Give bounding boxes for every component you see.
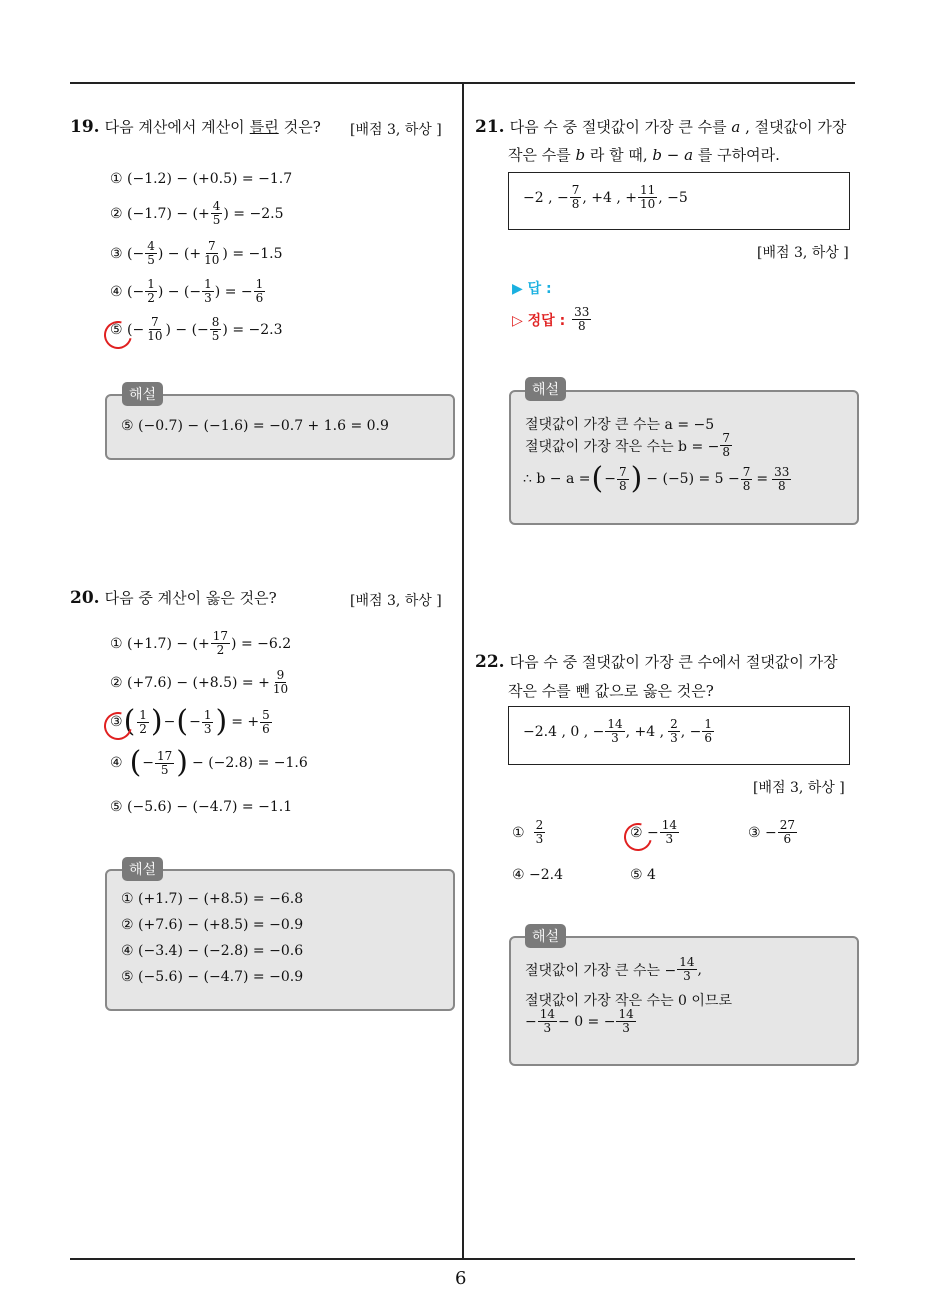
- q21-text-d: 라 할 때,: [585, 146, 653, 164]
- q21-solution-line-3: [523, 461, 792, 496]
- q20-option-2[interactable]: [110, 669, 291, 696]
- q21-s2-a: 절댓값이 가장 작은 수는 b = −: [525, 438, 720, 455]
- q21-solution-line-2: [525, 432, 733, 459]
- q20-solution-line: ① (+1.7) − (+8.5) = −6.8: [121, 891, 304, 907]
- q21-s3-e: =: [756, 471, 769, 487]
- q19-o4-b: ) − (−: [157, 283, 202, 300]
- q21-given-a: −2 , −: [523, 189, 569, 206]
- q19-o4-a: ④ (−: [110, 283, 145, 300]
- fraction: $\frac{7}{8}$: [618, 464, 627, 493]
- q19-option-1-text: ① (−1.2) − (+0.5) = −1.7: [110, 171, 293, 187]
- q19-solution-text: ⑤ (−0.7) − (−1.6) = −0.7 + 1.6 = 0.9: [121, 418, 389, 434]
- q19-o2-a: ② (−1.7) − (+: [110, 205, 210, 222]
- q22-given-box: [508, 706, 850, 765]
- fraction: $\frac{7}{8}$: [742, 464, 751, 493]
- fraction: $\frac{9}{10}$: [272, 668, 289, 696]
- q22-option-5[interactable]: [630, 867, 656, 883]
- fraction: $\frac{14}{3}$: [679, 955, 695, 983]
- q20-solution-line: ② (+7.6) − (+8.5) = −0.9: [121, 917, 304, 933]
- q21-s3-b: −: [604, 471, 616, 487]
- bottom-rule: [70, 1258, 855, 1260]
- q22-option-3[interactable]: [748, 819, 798, 846]
- right-paren: ): [630, 461, 643, 496]
- q19-header: [70, 116, 321, 137]
- q19-option-2[interactable]: [110, 200, 283, 227]
- q22-solution-line-2: 절댓값이 가장 작은 수는 0 이므로: [525, 993, 732, 1009]
- fraction: $\frac{1}{6}$: [255, 277, 264, 305]
- q21-s3-c: − (−5) = 5 −: [646, 471, 740, 487]
- page-number: 6: [455, 1268, 467, 1289]
- q20-o1-b: ) = −6.2: [231, 635, 292, 652]
- q22-solution-line-3: [525, 1008, 637, 1035]
- right-paren: ): [150, 704, 163, 739]
- q22-text-2: 작은 수를 뺀 값으로 옳은 것은?: [508, 682, 714, 700]
- q21-solution-tag: 해설: [525, 377, 566, 401]
- q22-option-1[interactable]: [512, 819, 546, 846]
- q20-header: [70, 587, 277, 608]
- q21-score: [배점 3, 하상 ]: [757, 245, 849, 261]
- q22-s1-a: 절댓값이 가장 큰 수는 −: [525, 962, 677, 979]
- q19-o2-b: ) = −2.5: [223, 205, 284, 222]
- fraction: $\frac{8}{5}$: [211, 315, 220, 343]
- q22-given-numbers: [523, 718, 715, 745]
- column-divider: [462, 84, 464, 1259]
- q21-correct-answer: [512, 306, 592, 333]
- q22-given-a: −2.4 , 0 , −: [523, 723, 605, 740]
- left-paren: (: [123, 704, 136, 739]
- fraction: $\frac{2}{3}$: [535, 818, 544, 846]
- q22-o4-text: ④ −2.4: [512, 867, 563, 883]
- q22-solution-box: [509, 936, 859, 1066]
- q21-var-b: b: [575, 146, 586, 164]
- q21-solution-box: [509, 390, 859, 525]
- q19-option-1[interactable]: [110, 171, 292, 187]
- fraction: $\frac{1}{2}$: [147, 277, 155, 305]
- q19-o4-c: ) = −: [214, 283, 253, 300]
- q19-score: [배점 3, 하상 ]: [350, 122, 442, 138]
- q21-text-b: , 절댓값이 가장: [740, 118, 847, 136]
- q20-o4-b: −: [142, 755, 155, 771]
- q19-option-3[interactable]: [110, 240, 283, 267]
- left-paren: (: [591, 461, 604, 496]
- q21-var-a: a: [731, 118, 741, 136]
- q21-answer-label: ▶ 답 :: [512, 281, 552, 297]
- fraction: $\frac{17}{2}$: [212, 629, 229, 657]
- q21-correct-label: ▷ 정답 :: [512, 312, 566, 329]
- q22-given-b: , +4 ,: [625, 723, 665, 740]
- fraction: $\frac{17}{5}$: [157, 748, 173, 777]
- q20-o4-c: − (−2.8) = −1.6: [192, 755, 308, 771]
- fraction: $\frac{11}{10}$: [639, 183, 656, 211]
- q22-score: [배점 3, 하상 ]: [753, 780, 845, 796]
- q20-o2-a: ② (+7.6) − (+8.5) = +: [110, 674, 270, 691]
- q21-given-b: , +4 , +: [582, 189, 637, 206]
- right-paren: ): [176, 745, 189, 780]
- left-paren: (: [129, 745, 142, 780]
- fraction: $\frac{7}{8}$: [722, 431, 731, 459]
- q20-o3-e: = +: [231, 714, 260, 730]
- q20-o4-a: ④: [110, 755, 123, 771]
- fraction: $\frac{1}{3}$: [203, 707, 212, 736]
- q20-solution-tag: 해설: [122, 857, 163, 881]
- q21-given-box: [508, 172, 850, 230]
- fraction: $\frac{4}{5}$: [147, 239, 155, 267]
- q20-solution-line: ⑤ (−5.6) − (−4.7) = −0.9: [121, 969, 304, 985]
- q22-solution-line-1: [525, 956, 702, 983]
- q20-solution-box: [105, 869, 455, 1011]
- q21-s3-a: ∴ b − a =: [523, 471, 591, 487]
- q22-s3-b: − 0 = −: [558, 1013, 616, 1030]
- q20-number: 20.: [70, 588, 100, 608]
- q20-o3-a: ③: [110, 714, 123, 730]
- q20-text: 다음 중 계산이 옳은 것은?: [104, 589, 277, 607]
- fraction: $\frac{1}{3}$: [204, 277, 212, 305]
- q20-o1-a: ① (+1.7) − (+: [110, 635, 210, 652]
- q22-text-1: 다음 수 중 절댓값이 가장 큰 수에서 절댓값이 가장: [509, 653, 838, 671]
- fraction: $\frac{5}{6}$: [262, 707, 270, 736]
- q22-s3-a: −: [525, 1013, 537, 1030]
- fraction: $\frac{7}{10}$: [147, 315, 163, 343]
- fraction: $\frac{33}{8}$: [774, 464, 790, 493]
- q21-header: [475, 116, 846, 137]
- q19-o3-b: ) − (+: [157, 245, 202, 262]
- fraction: $\frac{14}{3}$: [539, 1007, 556, 1035]
- q19-o5-a: ⑤ (−: [110, 321, 145, 338]
- q19-text2: 것은?: [283, 118, 321, 136]
- q22-o1-a: ①: [512, 824, 525, 841]
- q19-number: 19.: [70, 117, 100, 137]
- q19-text: 다음 계산에서 계산이: [104, 118, 245, 136]
- q21-given-numbers: [523, 184, 688, 211]
- fraction: $\frac{14}{3}$: [607, 717, 623, 745]
- q19-o3-c: ) = −1.5: [222, 245, 283, 262]
- fraction: $\frac{1}{2}$: [139, 707, 147, 736]
- q22-s1-b: ,: [697, 961, 702, 978]
- fraction: $\frac{14}{3}$: [661, 818, 678, 846]
- q20-o3-b: −: [163, 714, 176, 730]
- q22-o2-a: ② −: [630, 824, 659, 841]
- fraction: $\frac{14}{3}$: [618, 1007, 634, 1035]
- q22-given-c: , −: [680, 723, 702, 740]
- q19-o5-b: ) − (−: [165, 321, 209, 338]
- q21-solution-line-1: 절댓값이 가장 큰 수는 a = −5: [525, 417, 715, 433]
- q20-o5-text: ⑤ (−5.6) − (−4.7) = −1.1: [110, 799, 293, 815]
- q20-score: [배점 3, 하상 ]: [350, 593, 442, 609]
- q22-solution-tag: 해설: [525, 924, 566, 948]
- q19-o3-a: ③ (−: [110, 245, 145, 262]
- q20-solution-line: ④ (−3.4) − (−2.8) = −0.6: [121, 943, 304, 959]
- q21-text-a: 다음 수 중 절댓값이 가장 큰 수를: [509, 118, 732, 136]
- q21-expr: b − a: [652, 146, 694, 164]
- q19-o5-c: ) = −2.3: [222, 321, 283, 338]
- fraction: $\frac{7}{8}$: [571, 183, 580, 211]
- q19-underlined: 틀린: [249, 118, 279, 136]
- q21-header-line2: [508, 144, 780, 165]
- q22-number: 22.: [475, 652, 505, 672]
- q20-o3-c: −: [189, 714, 201, 730]
- left-paren: (: [176, 704, 189, 739]
- q21-given-c: , −5: [658, 189, 688, 206]
- q20-option-1[interactable]: [110, 630, 291, 657]
- q20-option-4[interactable]: [110, 745, 308, 780]
- q21-number: 21.: [475, 117, 505, 137]
- fraction: $\frac{2}{3}$: [670, 717, 678, 745]
- q21-text-e: 를 구하여라.: [693, 146, 780, 164]
- q19-solution-tag: 해설: [122, 382, 163, 406]
- q19-option-5[interactable]: [110, 316, 283, 343]
- q20-option-5[interactable]: [110, 799, 292, 815]
- q22-o3-a: ③ −: [748, 824, 777, 841]
- q22-header: [475, 651, 838, 672]
- q19-option-4[interactable]: [110, 278, 266, 305]
- q20-option-3[interactable]: [110, 704, 273, 739]
- q21-text-c: 작은 수를: [508, 146, 576, 164]
- fraction: $\frac{33}{8}$: [574, 305, 590, 333]
- fraction: $\frac{7}{10}$: [204, 239, 220, 267]
- right-paren: ): [215, 704, 228, 739]
- q22-option-4[interactable]: [512, 867, 563, 883]
- fraction: $\frac{4}{5}$: [212, 199, 221, 227]
- fraction: $\frac{27}{6}$: [779, 818, 796, 846]
- fraction: $\frac{1}{6}$: [704, 717, 712, 745]
- q22-o5-text: ⑤ 4: [630, 867, 656, 883]
